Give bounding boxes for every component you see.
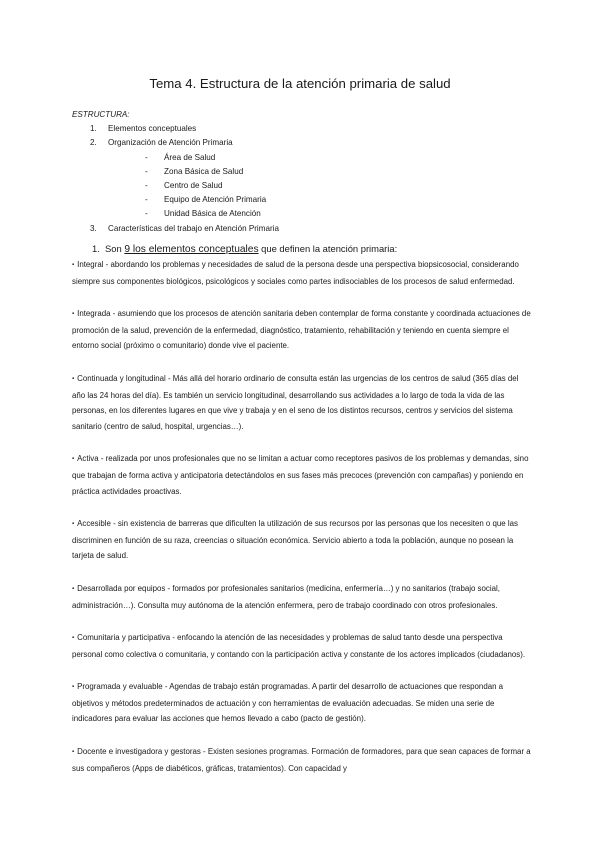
concept-item: [72, 516, 532, 564]
outline-item: [72, 136, 279, 221]
concept-text: Integrada - asumiendo que los procesos de atención sanitaria deben contemplar de forma constante y coordinada actuaciones de promoción de la salud, prevención de la enfermedad, diagnóstico, tratamiento, rehabilitación y teniendo en cuenta siempre el entorno social (próximo o comunitario) donde vive el paciente.: [72, 309, 531, 351]
concept-item: [72, 257, 532, 289]
intro-post: que definen la atención primaria:: [258, 243, 398, 254]
outline-text: Elementos conceptuales: [108, 124, 197, 134]
concept-text: Programada y evaluable - Agendas de trabajo están programadas. A partir del desarrollo de actuaciones que respondan a objetivos y métodos predeterminados de actuación y con herramientas de evaluación adecuadas. Se miden una serie de indicadores para evaluar las acciones que hemos llevado a cabo (pacto de gestión).: [72, 682, 504, 724]
bullet-icon: ▪: [72, 375, 75, 382]
sub-outline-text: Equipo de Atención Primaria: [164, 195, 267, 205]
intro-underlined: 9 los elementos conceptuales: [124, 244, 259, 255]
sub-outline-item: [92, 179, 279, 193]
sub-outline-text: Área de Salud: [164, 152, 216, 162]
concept-text: Desarrollada por equipos - formados por profesionales sanitarios (medicina, enfermería…) y no sanitarios (trabajo social, administración…). Consulta muy autónoma de la atención enfermera, pero de trabajo coordinado con otros profesionales.: [72, 583, 500, 610]
document-title: Tema 4. Estructura de la atención primaria de salud: [149, 76, 451, 91]
bullet-icon: ▪: [72, 749, 75, 756]
bullet-icon: ▪: [72, 262, 75, 268]
outline-item: [72, 122, 279, 136]
sub-outline-text: Unidad Básica de Atención: [164, 209, 261, 219]
sub-outline-list: [92, 151, 279, 222]
dash-marker: -: [145, 166, 148, 176]
outline-number: 1.: [90, 124, 97, 134]
concept-item: [72, 581, 532, 613]
concept-item: [72, 744, 532, 776]
dash-marker: -: [145, 209, 148, 219]
outline-list: [72, 122, 279, 236]
sub-outline-item: [92, 207, 279, 221]
sub-outline-text: Centro de Salud: [164, 181, 223, 191]
dash-marker: -: [145, 195, 148, 205]
concept-text: Integral - abordando los problemas y necesidades de salud de la persona desde una perspectiva biopsicosocial, considerando siempre sus componentes biológicos, psicológicos y sociales como partes indisociables de los procesos de salud enfermedad.: [72, 260, 519, 286]
bullet-icon: ▪: [72, 456, 75, 463]
outline-text: Características del trabajo en Atención Primaria: [108, 223, 279, 233]
bullet-icon: ▪: [72, 521, 75, 528]
concept-list: [72, 257, 532, 793]
section-intro: [92, 243, 397, 255]
bullet-icon: ▪: [72, 684, 75, 691]
intro-number: 1.: [92, 243, 100, 254]
concept-item: [72, 306, 532, 354]
bullet-icon: ▪: [72, 311, 75, 318]
intro-pre: Son: [105, 243, 125, 254]
concept-item: [72, 630, 532, 662]
concept-text: Comunitaria y participativa - enfocando la atención de las necesidades y problemas de salud tanto desde una perspectiva personal como colectiva o comunitaria, y contando con la participación activa y constante de los actores implicados (ciudadanos).: [72, 633, 526, 659]
concept-text: Accesible - sin existencia de barreras que dificulten la utilización de sus recursos por las personas que los necesiten o que las discriminen en función de su raza, creencias o situación económica. Servicio abierto a toda la población, aunque no posean la tarjeta de salud.: [72, 519, 518, 561]
concept-text: Activa - realizada por unos profesionales que no se limitan a actuar como receptores pasivos de los problemas y demandas, sino que trabajan de forma activa y anticipatoria detectándolos en sus fases más precoces (prevención con campañas) y poniendo en práctica actividades proactivas.: [72, 454, 529, 496]
sub-outline-item: [92, 151, 279, 165]
bullet-icon: ▪: [72, 635, 75, 642]
concept-item: [72, 451, 532, 499]
sub-outline-item: [92, 165, 279, 179]
concept-item: [72, 679, 532, 727]
dash-marker: -: [145, 181, 148, 191]
bullet-icon: ▪: [72, 585, 75, 592]
outline-number: 2.: [90, 138, 97, 148]
sub-outline-item: [92, 193, 279, 207]
concept-text: Continuada y longitudinal - Más allá del horario ordinario de consulta están las urgencias de los centros de salud (365 días del año las 24 horas del día). Es también un servicio longitudinal, desarrollando sus actividades a lo largo de toda la vida de las personas, en los diferentes lugares en que vive y trabaja y en el seno de los distintos recursos, centros y servicios del sistema sanitario (centro de salud, hospital, urgencias…).: [72, 373, 519, 431]
dash-marker: -: [145, 152, 148, 162]
concept-text: Docente e investigadora y gestoras - Existen sesiones programas. Formación de formadores, para que sean capaces de formar a sus compañeros (Apps de diabéticos, gráficas, tratamientos). Con capacidad y: [72, 747, 531, 773]
sub-outline-text: Zona Básica de Salud: [164, 166, 244, 176]
outline-item: [72, 222, 279, 236]
structure-outline: [72, 108, 279, 236]
outline-number: 3.: [90, 223, 97, 233]
structure-label: ESTRUCTURA:: [72, 110, 130, 119]
concept-item: [72, 371, 532, 434]
outline-text: Organización de Atención Primaria: [108, 138, 233, 148]
